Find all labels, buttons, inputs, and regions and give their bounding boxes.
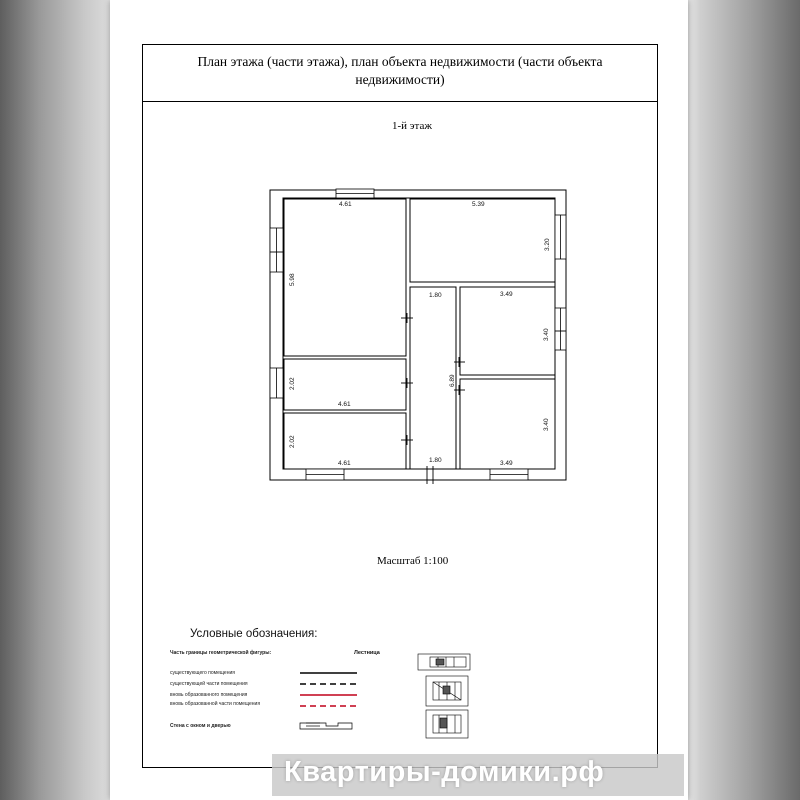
dim-room1-width: 4.61 — [339, 201, 352, 208]
dim-room6-width: 4.61 — [338, 460, 351, 467]
floor-label: 1-й этаж — [392, 120, 432, 132]
legend-lines — [300, 673, 357, 706]
dim-room3-width: 3.49 — [500, 291, 513, 298]
dim-corridor-bottom: 1.80 — [429, 457, 442, 464]
legend-stair-label: Лестница — [354, 650, 380, 656]
scale-label: Масштаб 1:100 — [377, 555, 449, 567]
room-bedroom-top — [460, 287, 555, 375]
dim-room4-width: 3.49 — [500, 460, 513, 467]
document-title: План этажа (части этажа), план объекта недвижимости (части объекта недвижимости) — [197, 54, 603, 87]
dim-room3-height: 3.40 — [543, 328, 550, 341]
legend-wall-symbol — [300, 723, 352, 729]
watermark — [272, 754, 684, 796]
room-living — [284, 199, 406, 356]
exterior-walls — [270, 190, 566, 480]
watermark-text: Квартиры-домики.рф — [284, 756, 605, 788]
legend-item-existing: существующего помещения — [170, 670, 235, 676]
dim-corridor-top: 1.80 — [429, 292, 442, 299]
dim-corridor-length: 6.89 — [449, 374, 456, 387]
dim-room2-height: 3.20 — [544, 238, 551, 251]
legend-group-header: Часть границы геометрической фигуры: — [170, 650, 272, 656]
legend-item-existing-part: существующей части помещения — [170, 681, 248, 687]
dim-room5-height: 2.02 — [289, 377, 296, 390]
room-kitchen — [410, 199, 555, 282]
dim-room1-height: 5.98 — [289, 273, 296, 286]
legend-title: Условные обозначения: — [190, 628, 318, 640]
legend-item-new-part: вновь образованной части помещения — [170, 701, 261, 707]
legend-item-new: вновь образованного помещения — [170, 692, 248, 698]
dim-room6-height: 2.02 — [289, 435, 296, 448]
room-bedroom-bottom — [460, 379, 555, 469]
dim-room4-height: 3.40 — [543, 418, 550, 431]
legend-wall-label: Стена с окном и дверью — [170, 723, 231, 729]
dim-room2-width: 5.39 — [472, 201, 485, 208]
dim-room5-width: 4.61 — [338, 401, 351, 408]
dimension-labels — [289, 201, 551, 467]
windows — [270, 189, 566, 480]
stair-symbols — [418, 654, 470, 738]
room-outlines — [284, 199, 555, 469]
